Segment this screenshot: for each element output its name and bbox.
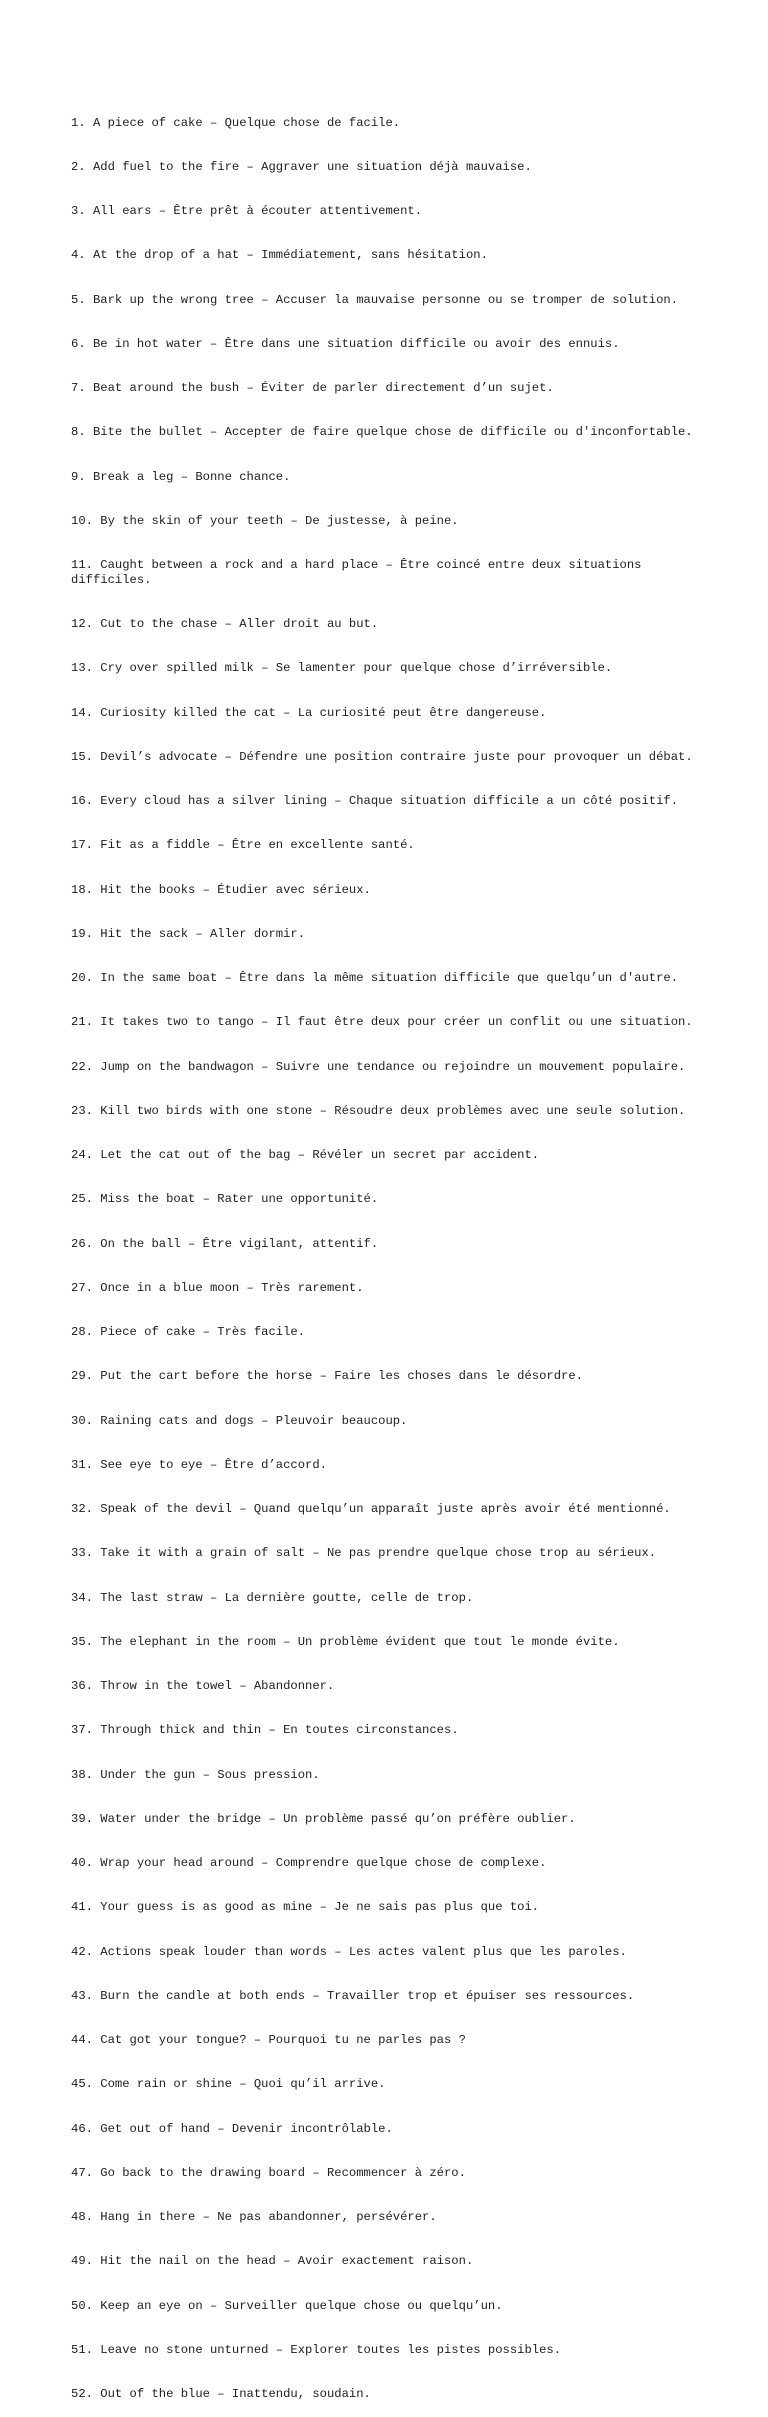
list-item: 46. Get out of hand – Devenir incontrôlable. xyxy=(71,2121,393,2136)
list-item: 29. Put the cart before the horse – Faire les choses dans le désordre. xyxy=(71,1369,583,1384)
list-item: 14. Curiosity killed the cat – La curiosité peut être dangereuse. xyxy=(71,705,547,720)
list-item: 23. Kill two birds with one stone – Résoudre deux problèmes avec une seule solution. xyxy=(71,1103,686,1118)
list-item: 52. Out of the blue – Inattendu, soudain. xyxy=(71,2387,371,2401)
list-item: 17. Fit as a fiddle – Être en excellente santé. xyxy=(71,838,415,853)
list-item: 16. Every cloud has a silver lining – Chaque situation difficile a un côté positif. xyxy=(71,794,679,808)
list-item: 32. Speak of the devil – Quand quelqu’un apparaît juste après avoir été mentionné. xyxy=(71,1502,671,1516)
list-item: 1. A piece of cake – Quelque chose de facile. xyxy=(71,115,401,130)
list-item: 22. Jump on the bandwagon – Suivre une tendance ou rejoindre un mouvement populaire. xyxy=(71,1059,686,1074)
list-item: 30. Raining cats and dogs – Pleuvoir beaucoup. xyxy=(71,1413,408,1428)
list-item: 24. Let the cat out of the bag – Révéler un secret par accident. xyxy=(71,1148,540,1162)
list-item: 2. Add fuel to the fire – Aggraver une situation déjà mauvaise. xyxy=(71,159,532,174)
list-item: 43. Burn the candle at both ends – Travailler trop et épuiser ses ressources. xyxy=(71,1988,635,2003)
list-item: 27. Once in a blue moon – Très rarement. xyxy=(71,1280,364,1295)
idiom-list xyxy=(71,86,701,2417)
list-item: 35. The elephant in the room – Un problème évident que tout le monde évite. xyxy=(71,1634,620,1649)
list-item: 41. Your guess is as good as mine – Je ne sais pas plus que toi. xyxy=(71,1900,540,1915)
list-item: 33. Take it with a grain of salt – Ne pas prendre quelque chose trop au sérieux. xyxy=(71,1546,657,1561)
list-item: 38. Under the gun – Sous pression. xyxy=(71,1767,320,1782)
list-item: 25. Miss the boat – Rater une opportunité. xyxy=(71,1192,379,1207)
list-item: 31. See eye to eye – Être d’accord. xyxy=(71,1457,327,1472)
list-item: 7. Beat around the bush – Éviter de parler directement d’un sujet. xyxy=(71,381,554,395)
list-item: 39. Water under the bridge – Un problème passé qu’on préfère oublier. xyxy=(71,1811,576,1826)
list-item: 49. Hit the nail on the head – Avoir exactement raison. xyxy=(71,2254,474,2269)
list-item: 51. Leave no stone unturned – Explorer toutes les pistes possibles. xyxy=(71,2342,562,2357)
list-item: 12. Cut to the chase – Aller droit au but. xyxy=(71,617,379,631)
list-item: 48. Hang in there – Ne pas abandonner, persévérer. xyxy=(71,2210,437,2224)
list-item: 44. Cat got your tongue? – Pourquoi tu ne parles pas ? xyxy=(71,2033,466,2047)
list-item: 15. Devil’s advocate – Défendre une position contraire juste pour provoquer un débat. xyxy=(71,749,693,764)
list-item: 21. It takes two to tango – Il faut être deux pour créer un conflit ou une situation. xyxy=(71,1015,693,1030)
list-item: 28. Piece of cake – Très facile. xyxy=(71,1325,306,1339)
list-item: 45. Come rain or shine – Quoi qu’il arrive. xyxy=(71,2077,386,2092)
list-item: 47. Go back to the drawing board – Recommencer à zéro. xyxy=(71,2165,466,2180)
list-item: 26. On the ball – Être vigilant, attentif. xyxy=(71,1236,379,1251)
list-item: 8. Bite the bullet – Accepter de faire quelque chose de difficile ou d'inconfortable. xyxy=(71,425,693,440)
list-item: 42. Actions speak louder than words – Les actes valent plus que les paroles. xyxy=(71,1944,627,1959)
list-item: 13. Cry over spilled milk – Se lamenter pour quelque chose d’irréversible. xyxy=(71,661,613,676)
list-item: 34. The last straw – La dernière goutte, celle de trop. xyxy=(71,1590,474,1605)
list-item: 4. At the drop of a hat – Immédiatement, sans hésitation. xyxy=(71,248,488,263)
list-item: 10. By the skin of your teeth – De justesse, à peine. xyxy=(71,513,459,528)
list-item: 3. All ears – Être prêt à écouter attentivement. xyxy=(71,204,423,218)
list-item: 36. Throw in the towel – Abandonner. xyxy=(71,1679,335,1693)
list-item: 9. Break a leg – Bonne chance. xyxy=(71,469,291,484)
list-item: 19. Hit the sack – Aller dormir. xyxy=(71,926,306,941)
list-item: 20. In the same boat – Être dans la même situation difficile que quelqu’un d'autre. xyxy=(71,971,679,985)
list-item: 5. Bark up the wrong tree – Accuser la mauvaise personne ou se tromper de solution. xyxy=(71,292,679,307)
list-item: 37. Through thick and thin – En toutes circonstances. xyxy=(71,1723,459,1738)
list-item: 40. Wrap your head around – Comprendre quelque chose de complexe. xyxy=(71,1856,547,1870)
list-item: 18. Hit the books – Étudier avec sérieux. xyxy=(71,882,371,897)
list-item: 11. Caught between a rock and a hard place – Être coincé entre deux situations difficiles. xyxy=(71,558,649,587)
list-item: 50. Keep an eye on – Surveiller quelque chose ou quelqu’un. xyxy=(71,2298,503,2313)
list-item: 6. Be in hot water – Être dans une situation difficile ou avoir des ennuis. xyxy=(71,336,620,351)
